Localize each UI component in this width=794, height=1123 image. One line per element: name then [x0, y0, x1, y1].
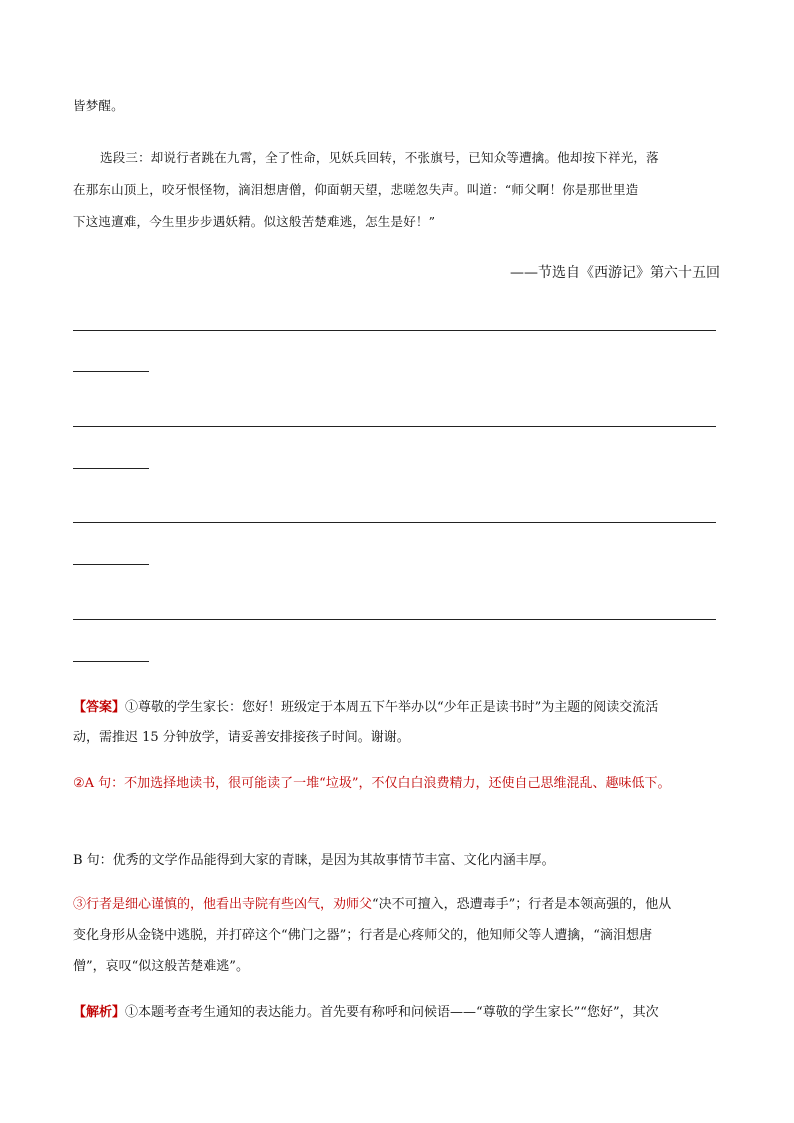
analysis-paragraph	[73, 1001, 659, 1020]
answer-line-long-3	[73, 522, 716, 523]
answer-3-line-3: 僧”，哀叹“似这般苦楚难逃”。	[73, 959, 249, 974]
excerpt-line-3: 下这迍邅难，今生里步步遇妖精。似这般苦楚难逃，怎生是好！”	[73, 214, 436, 229]
answer-line-short-1	[73, 371, 149, 372]
passage-fragment: 皆梦醒。	[73, 98, 124, 113]
answer-line-short-4	[73, 661, 149, 662]
analysis-line-1: ①本题考查考生通知的表达能力。首先要有称呼和问候语——“尊敬的学生家长”“您好”，其次	[125, 1005, 659, 1020]
answer-line-long-1	[73, 330, 716, 331]
answer-line-long-4	[73, 619, 716, 620]
answer-3-rest-text: “决不可擅入，恐遭毒手”；行者是本领高强的，他从	[372, 897, 672, 912]
analysis-label: 【解析】	[73, 1005, 126, 1020]
answer-line-long-2	[73, 426, 716, 427]
answer-line-short-3	[73, 564, 149, 565]
answer-label: 【答案】	[73, 700, 126, 715]
excerpt-source: ——节选自《西游记》第六十五回	[510, 265, 720, 281]
answer-paragraph-1	[73, 696, 658, 715]
answer-3-red-text: ③行者是细心谨慎的，他看出寺院有些凶气，劝师父	[73, 897, 373, 912]
excerpt-line-1: 选段三：却说行者跳在九霄，全了性命，见妖兵回转，不张旗号，已知众等遭擒。他却按下祥光，落	[100, 150, 659, 165]
answer-1-line-2: 动，需推迟 15 分钟放学，请妥善安排接孩子时间。谢谢。	[73, 730, 410, 745]
excerpt-line-2: 在那东山顶上，咬牙恨怪物，滴泪想唐僧，仰面朝天望，悲嗟忽失声。叫道：“师父啊！你是那世里造	[73, 182, 639, 197]
answer-line-short-2	[73, 468, 149, 469]
answer-3-line-2: 变化身形从金铙中逃脱，并打碎这个“佛门之器”；行者是心疼师父的，他知师父等人遭擒，“滴泪想唐	[73, 928, 652, 943]
answer-1-text: ①尊敬的学生家长：您好！班级定于本周五下午举办以“少年正是读书时”为主题的阅读交流活	[125, 700, 659, 715]
answer-2-sentence-b: B 句：优秀的文学作品能得到大家的青睐，是因为其故事情节丰富、文化内涵丰厚。	[73, 853, 555, 868]
answer-2-sentence-a: ②A 句：不加选择地读书，很可能读了一堆“垃圾”，不仅白白浪费精力，还使自己思维混乱、趣味低下。	[73, 776, 671, 791]
answer-3-line-1	[73, 893, 671, 912]
